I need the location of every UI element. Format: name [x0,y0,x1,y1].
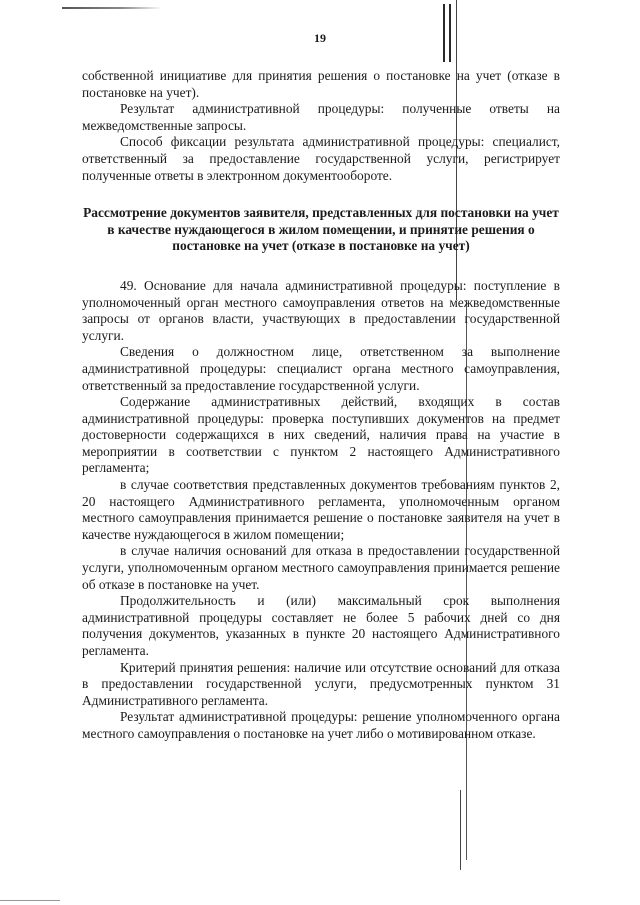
paragraph: Способ фиксации результата административной процедуры: специалист, ответственный за предоставление государственной услуги, регистрирует полученные ответы в электронном документообороте. [82,134,560,183]
paragraph: Продолжительность и (или) максимальный срок выполнения административной процедуры составляет не более 5 рабочих дней со дня получения документов, указанных в пункте 20 настоящего Административного регламента. [82,593,560,658]
paragraph: Содержание административных действий, входящих в состав административной процедуры: проверка поступивших документов на предмет достоверности содержащихся в них сведений, наличия права на участие в мероприятии в соответствии с пунктом 2 настоящего Административного регламента; [82,394,560,476]
paragraph: 49. Основание для начала административной процедуры: поступление в уполномоченный орган местного самоуправления ответов на межведомственные запросы от органов власти, участвующих в предоставлении государственной услуги. [82,277,560,343]
paragraph: в случае наличия оснований для отказа в предоставлении государственной услуги, уполномоченным органом местного самоуправления принимается решение об отказе в постановке на учет. [82,543,560,592]
page-number: 19 [314,31,326,45]
paragraph: в случае соответствия представленных документов требованиям пунктов 2, 20 настоящего Административного регламента, уполномоченным органом местного самоуправления принимается решение о постановке заявителя на учет в качестве нуждающегося в жилом помещении; [82,477,560,542]
scan-artifact-top [62,7,162,9]
paragraph: Сведения о должностном лице, ответственном за выполнение административной процедуры: специалист органа местного самоуправления, ответственный за предоставление государственной услуги. [82,344,560,393]
paragraph: Результат административной процедуры: решение уполномоченного органа местного самоуправления о постановке на учет либо о мотивированном отказе. [82,709,560,741]
paragraph: Критерий принятия решения: наличие или отсутствие оснований для отказа в предоставлении государственной услуги, предусмотренных пунктом 31 Административного регламента. [82,659,560,708]
section-heading: Рассмотрение документов заявителя, представленных для постановки на учет в качестве нуждающегося в жилом помещении, и принятие решения о постановке на учет (отказе в постановке на учет) [83,205,559,254]
scan-artifact-line [460,790,461,870]
scan-artifact-bottom [0,900,60,901]
document-body [82,68,560,743]
paragraph: Результат административной процедуры: полученные ответы на межведомственные запросы. [82,101,560,133]
paragraph: собственной инициативе для принятия решения о постановке на учет (отказе в постановке на учет). [82,68,560,100]
